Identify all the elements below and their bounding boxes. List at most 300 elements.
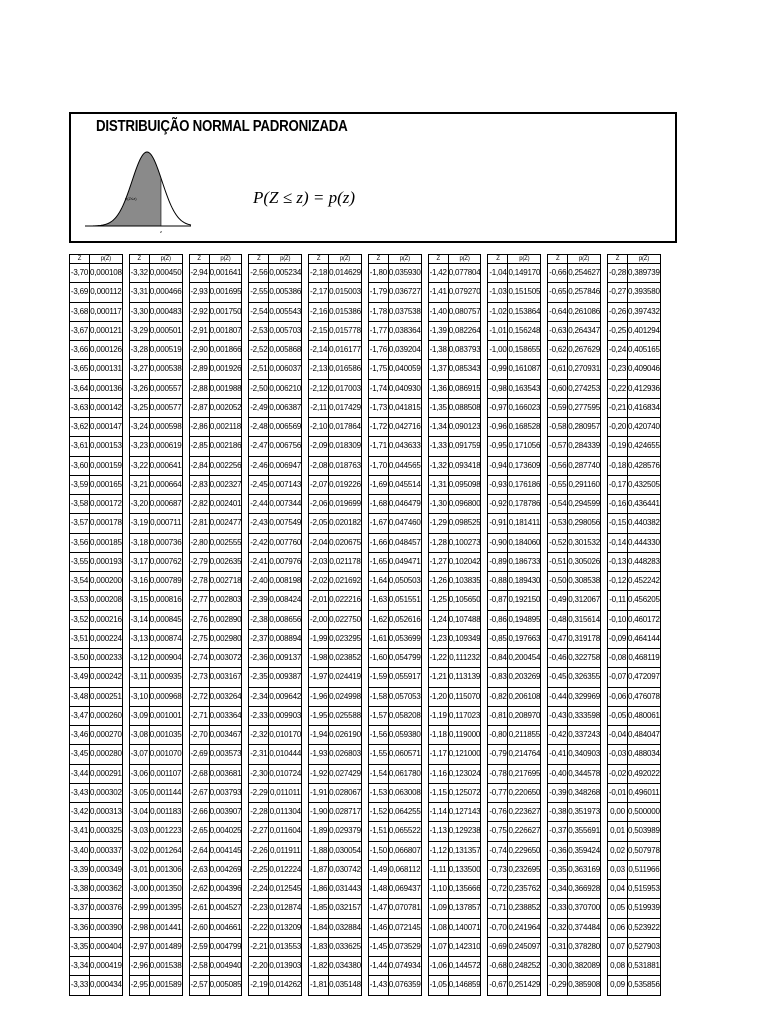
z-value-cell: -1,75 bbox=[368, 360, 388, 379]
z-value-cell: -1,78 bbox=[368, 302, 388, 321]
probability-cell: 0,000664 bbox=[149, 475, 182, 494]
probability-cell: 0,051551 bbox=[388, 591, 421, 610]
column-gap bbox=[541, 783, 548, 802]
z-value-cell: -1,61 bbox=[368, 629, 388, 648]
z-value-cell: -0,23 bbox=[608, 360, 628, 379]
z-value-cell: -2,19 bbox=[249, 976, 269, 995]
column-gap bbox=[421, 841, 428, 860]
probability-cell: 0,037538 bbox=[388, 302, 421, 321]
column-gap bbox=[242, 629, 249, 648]
column-gap bbox=[601, 668, 608, 687]
table-row bbox=[70, 533, 661, 552]
probability-cell: 0,129238 bbox=[448, 822, 481, 841]
column-gap bbox=[361, 591, 368, 610]
column-gap bbox=[122, 957, 129, 976]
z-value-cell: -0,32 bbox=[548, 918, 568, 937]
page-title: DISTRIBUIÇÃO NORMAL PADRONIZADA bbox=[96, 118, 348, 135]
table-row bbox=[70, 822, 661, 841]
column-gap bbox=[182, 533, 189, 552]
z-value-cell: -2,03 bbox=[309, 552, 329, 571]
table-row bbox=[70, 398, 661, 417]
probability-cell: 0,496011 bbox=[628, 783, 661, 802]
probability-cell: 0,484047 bbox=[628, 726, 661, 745]
probability-cell: 0,066807 bbox=[388, 841, 421, 860]
column-gap bbox=[421, 456, 428, 475]
probability-cell: 0,000172 bbox=[90, 495, 123, 514]
z-value-cell: -2,12 bbox=[309, 379, 329, 398]
column-gap bbox=[302, 899, 309, 918]
probability-cell: 0,006947 bbox=[269, 456, 302, 475]
probability-cell: 0,002118 bbox=[209, 418, 242, 437]
probability-cell: 0,168528 bbox=[508, 418, 541, 437]
column-gap bbox=[182, 937, 189, 956]
z-value-cell: -2,95 bbox=[129, 976, 149, 995]
probability-cell: 0,011304 bbox=[269, 803, 302, 822]
probability-cell: 0,016586 bbox=[329, 360, 362, 379]
table-row bbox=[70, 841, 661, 860]
column-gap bbox=[541, 379, 548, 398]
probability-cell: 0,074934 bbox=[388, 957, 421, 976]
probability-cell: 0,050503 bbox=[388, 572, 421, 591]
probability-cell: 0,010444 bbox=[269, 745, 302, 764]
column-gap bbox=[421, 668, 428, 687]
z-table bbox=[69, 254, 661, 996]
z-value-cell: -0,24 bbox=[608, 341, 628, 360]
column-gap bbox=[421, 302, 428, 321]
probability-cell: 0,000376 bbox=[90, 899, 123, 918]
column-gap bbox=[421, 437, 428, 456]
z-value-cell: -2,25 bbox=[249, 860, 269, 879]
z-value-cell: -2,72 bbox=[189, 687, 209, 706]
column-gap bbox=[361, 552, 368, 571]
column-gap bbox=[481, 398, 488, 417]
probability-cell: 0,000711 bbox=[149, 514, 182, 533]
probability-cell: 0,000687 bbox=[149, 495, 182, 514]
probability-cell: 0,006210 bbox=[269, 379, 302, 398]
probability-cell: 0,257846 bbox=[568, 283, 601, 302]
column-gap bbox=[242, 379, 249, 398]
probability-cell: 0,105650 bbox=[448, 591, 481, 610]
probability-cell: 0,017864 bbox=[329, 418, 362, 437]
probability-cell: 0,029379 bbox=[329, 822, 362, 841]
probability-cell: 0,008198 bbox=[269, 572, 302, 591]
z-value-cell: -1,89 bbox=[309, 822, 329, 841]
column-gap bbox=[242, 918, 249, 937]
z-value-cell: -0,66 bbox=[548, 264, 568, 283]
column-gap bbox=[242, 976, 249, 995]
column-gap bbox=[601, 629, 608, 648]
probability-cell: 0,000121 bbox=[90, 321, 123, 340]
z-value-cell: -3,20 bbox=[129, 495, 149, 514]
z-value-cell: -3,08 bbox=[129, 726, 149, 745]
column-gap bbox=[182, 552, 189, 571]
z-value-cell: -0,76 bbox=[488, 803, 508, 822]
column-gap bbox=[242, 783, 249, 802]
column-gap bbox=[421, 591, 428, 610]
z-value-cell: -1,77 bbox=[368, 321, 388, 340]
z-value-cell: -0,02 bbox=[608, 764, 628, 783]
z-value-cell: -1,34 bbox=[428, 418, 448, 437]
probability-cell: 0,344578 bbox=[568, 764, 601, 783]
probability-cell: 0,308538 bbox=[568, 572, 601, 591]
z-value-cell: -2,91 bbox=[189, 321, 209, 340]
probability-cell: 0,004396 bbox=[209, 880, 242, 899]
z-value-cell: -2,04 bbox=[309, 533, 329, 552]
probability-cell: 0,000789 bbox=[149, 572, 182, 591]
z-value-cell: -0,08 bbox=[608, 649, 628, 668]
z-value-cell: -1,88 bbox=[309, 841, 329, 860]
z-value-cell: -0,69 bbox=[488, 937, 508, 956]
probability-cell: 0,018763 bbox=[329, 456, 362, 475]
probability-cell: 0,014262 bbox=[269, 976, 302, 995]
probability-cell: 0,070781 bbox=[388, 899, 421, 918]
probability-cell: 0,000641 bbox=[149, 456, 182, 475]
z-value-cell: -0,56 bbox=[548, 456, 568, 475]
column-gap bbox=[481, 302, 488, 321]
z-value-cell: -0,95 bbox=[488, 437, 508, 456]
column-gap bbox=[122, 880, 129, 899]
probability-cell: 0,011011 bbox=[269, 783, 302, 802]
z-value-cell: -3,30 bbox=[129, 302, 149, 321]
probability-cell: 0,531881 bbox=[628, 957, 661, 976]
column-gap bbox=[122, 937, 129, 956]
z-value-cell: -1,33 bbox=[428, 437, 448, 456]
z-value-cell: -3,10 bbox=[129, 687, 149, 706]
z-value-cell: -3,35 bbox=[70, 937, 90, 956]
column-gap bbox=[302, 629, 309, 648]
z-value-cell: -0,54 bbox=[548, 495, 568, 514]
header-pz: p(Z) bbox=[269, 255, 302, 264]
z-value-cell: -0,31 bbox=[548, 937, 568, 956]
probability-cell: 0,119000 bbox=[448, 726, 481, 745]
probability-cell: 0,000208 bbox=[90, 591, 123, 610]
z-value-cell: -0,83 bbox=[488, 668, 508, 687]
column-gap bbox=[242, 610, 249, 629]
probability-cell: 0,000483 bbox=[149, 302, 182, 321]
column-gap bbox=[421, 255, 428, 264]
column-gap bbox=[541, 976, 548, 995]
z-value-cell: -3,59 bbox=[70, 475, 90, 494]
probability-cell: 0,000178 bbox=[90, 514, 123, 533]
probability-cell: 0,007760 bbox=[269, 533, 302, 552]
z-value-cell: -3,17 bbox=[129, 552, 149, 571]
probability-cell: 0,488034 bbox=[628, 745, 661, 764]
column-gap bbox=[481, 533, 488, 552]
column-gap bbox=[541, 360, 548, 379]
probability-cell: 0,274253 bbox=[568, 379, 601, 398]
probability-cell: 0,000126 bbox=[90, 341, 123, 360]
z-value-cell: -2,11 bbox=[309, 398, 329, 417]
table-row bbox=[70, 726, 661, 745]
probability-cell: 0,000816 bbox=[149, 591, 182, 610]
z-value-cell: -0,50 bbox=[548, 572, 568, 591]
column-gap bbox=[302, 591, 309, 610]
z-value-cell: -0,16 bbox=[608, 495, 628, 514]
probability-cell: 0,001107 bbox=[149, 764, 182, 783]
probability-cell: 0,038364 bbox=[388, 321, 421, 340]
z-value-cell: -1,83 bbox=[309, 937, 329, 956]
z-value-cell: -2,55 bbox=[249, 283, 269, 302]
z-value-cell: -1,96 bbox=[309, 687, 329, 706]
probability-cell: 0,063008 bbox=[388, 783, 421, 802]
column-gap bbox=[481, 976, 488, 995]
probability-cell: 0,055917 bbox=[388, 668, 421, 687]
probability-cell: 0,000538 bbox=[149, 360, 182, 379]
column-gap bbox=[302, 572, 309, 591]
column-gap bbox=[481, 255, 488, 264]
probability-cell: 0,003467 bbox=[209, 726, 242, 745]
z-value-cell: -2,87 bbox=[189, 398, 209, 417]
z-value-cell: -1,23 bbox=[428, 629, 448, 648]
z-value-cell: -1,90 bbox=[309, 803, 329, 822]
z-value-cell: -3,52 bbox=[70, 610, 90, 629]
z-value-cell: -3,63 bbox=[70, 398, 90, 417]
z-value-cell: -1,66 bbox=[368, 533, 388, 552]
column-gap bbox=[302, 649, 309, 668]
probability-cell: 0,229650 bbox=[508, 841, 541, 860]
column-gap bbox=[182, 456, 189, 475]
z-value-cell: -3,67 bbox=[70, 321, 90, 340]
column-gap bbox=[541, 668, 548, 687]
column-gap bbox=[421, 264, 428, 283]
probability-cell: 0,001441 bbox=[149, 918, 182, 937]
probability-cell: 0,088508 bbox=[448, 398, 481, 417]
column-gap bbox=[182, 398, 189, 417]
column-gap bbox=[421, 533, 428, 552]
column-gap bbox=[541, 610, 548, 629]
column-gap bbox=[541, 726, 548, 745]
z-value-cell: -0,19 bbox=[608, 437, 628, 456]
column-gap bbox=[541, 937, 548, 956]
probability-cell: 0,452242 bbox=[628, 572, 661, 591]
column-gap bbox=[182, 591, 189, 610]
z-value-cell: -2,24 bbox=[249, 880, 269, 899]
column-gap bbox=[361, 283, 368, 302]
probability-cell: 0,003573 bbox=[209, 745, 242, 764]
probability-cell: 0,003264 bbox=[209, 687, 242, 706]
header-z: Z bbox=[70, 255, 90, 264]
probability-cell: 0,093418 bbox=[448, 456, 481, 475]
z-value-cell: -2,94 bbox=[189, 264, 209, 283]
column-gap bbox=[541, 264, 548, 283]
z-value-cell: -2,81 bbox=[189, 514, 209, 533]
z-value-cell: -1,56 bbox=[368, 726, 388, 745]
probability-cell: 0,519939 bbox=[628, 899, 661, 918]
z-value-cell: -1,06 bbox=[428, 957, 448, 976]
column-gap bbox=[302, 957, 309, 976]
z-value-cell: -2,09 bbox=[309, 437, 329, 456]
z-value-cell: -0,80 bbox=[488, 726, 508, 745]
z-value-cell: -2,83 bbox=[189, 475, 209, 494]
column-gap bbox=[122, 918, 129, 937]
column-gap bbox=[541, 302, 548, 321]
column-gap bbox=[541, 860, 548, 879]
probability-cell: 0,001144 bbox=[149, 783, 182, 802]
probability-cell: 0,083793 bbox=[448, 341, 481, 360]
z-value-cell: -3,32 bbox=[129, 264, 149, 283]
column-gap bbox=[182, 341, 189, 360]
z-value-cell: -0,46 bbox=[548, 649, 568, 668]
column-gap bbox=[122, 764, 129, 783]
probability-cell: 0,000242 bbox=[90, 668, 123, 687]
z-value-cell: -1,69 bbox=[368, 475, 388, 494]
probability-cell: 0,007549 bbox=[269, 514, 302, 533]
column-gap bbox=[481, 783, 488, 802]
z-value-cell: -1,50 bbox=[368, 841, 388, 860]
probability-cell: 0,001001 bbox=[149, 706, 182, 725]
column-gap bbox=[122, 341, 129, 360]
z-value-cell: -0,42 bbox=[548, 726, 568, 745]
table-row bbox=[70, 341, 661, 360]
header-pz: p(Z) bbox=[448, 255, 481, 264]
z-value-cell: -0,12 bbox=[608, 572, 628, 591]
z-value-cell: -3,65 bbox=[70, 360, 90, 379]
z-value-cell: -1,86 bbox=[309, 880, 329, 899]
probability-cell: 0,030054 bbox=[329, 841, 362, 860]
probability-cell: 0,053699 bbox=[388, 629, 421, 648]
probability-cell: 0,009903 bbox=[269, 706, 302, 725]
z-value-cell: -2,16 bbox=[309, 302, 329, 321]
column-gap bbox=[481, 629, 488, 648]
probability-cell: 0,020675 bbox=[329, 533, 362, 552]
column-gap bbox=[242, 687, 249, 706]
probability-cell: 0,480061 bbox=[628, 706, 661, 725]
column-gap bbox=[421, 475, 428, 494]
z-value-cell: -2,38 bbox=[249, 610, 269, 629]
probability-cell: 0,206108 bbox=[508, 687, 541, 706]
z-value-cell: -0,51 bbox=[548, 552, 568, 571]
probability-cell: 0,000313 bbox=[90, 803, 123, 822]
column-gap bbox=[361, 668, 368, 687]
column-gap bbox=[182, 437, 189, 456]
probability-cell: 0,028717 bbox=[329, 803, 362, 822]
z-value-cell: -3,60 bbox=[70, 456, 90, 475]
probability-cell: 0,113139 bbox=[448, 668, 481, 687]
column-gap bbox=[361, 572, 368, 591]
probability-cell: 0,197663 bbox=[508, 629, 541, 648]
z-value-cell: -0,99 bbox=[488, 360, 508, 379]
probability-cell: 0,464144 bbox=[628, 629, 661, 648]
column-gap bbox=[421, 572, 428, 591]
column-gap bbox=[302, 783, 309, 802]
table-row bbox=[70, 610, 661, 629]
probability-cell: 0,049471 bbox=[388, 552, 421, 571]
column-gap bbox=[242, 880, 249, 899]
column-gap bbox=[541, 841, 548, 860]
column-gap bbox=[481, 552, 488, 571]
probability-cell: 0,008894 bbox=[269, 629, 302, 648]
column-gap bbox=[601, 283, 608, 302]
header-pz: p(Z) bbox=[508, 255, 541, 264]
z-value-cell: -1,38 bbox=[428, 341, 448, 360]
z-value-cell: -3,49 bbox=[70, 668, 90, 687]
column-gap bbox=[601, 822, 608, 841]
z-value-cell: -0,65 bbox=[548, 283, 568, 302]
z-value-cell: -2,45 bbox=[249, 475, 269, 494]
z-value-cell: -3,19 bbox=[129, 514, 149, 533]
z-value-cell: -1,82 bbox=[309, 957, 329, 976]
z-value-cell: -1,63 bbox=[368, 591, 388, 610]
column-gap bbox=[361, 957, 368, 976]
z-value-cell: -3,41 bbox=[70, 822, 90, 841]
probability-cell: 0,351973 bbox=[568, 803, 601, 822]
probability-cell: 0,006387 bbox=[269, 398, 302, 417]
z-value-cell: -2,35 bbox=[249, 668, 269, 687]
z-value-cell: -1,13 bbox=[428, 822, 448, 841]
probability-cell: 0,001866 bbox=[209, 341, 242, 360]
probability-cell: 0,511966 bbox=[628, 860, 661, 879]
probability-cell: 0,082264 bbox=[448, 321, 481, 340]
z-value-cell: -3,42 bbox=[70, 803, 90, 822]
probability-cell: 0,042716 bbox=[388, 418, 421, 437]
probability-cell: 0,412936 bbox=[628, 379, 661, 398]
probability-cell: 0,220650 bbox=[508, 783, 541, 802]
column-gap bbox=[182, 255, 189, 264]
probability-cell: 0,002555 bbox=[209, 533, 242, 552]
probability-cell: 0,001589 bbox=[149, 976, 182, 995]
column-gap bbox=[302, 841, 309, 860]
column-gap bbox=[421, 649, 428, 668]
z-value-cell: -0,74 bbox=[488, 841, 508, 860]
probability-cell: 0,009137 bbox=[269, 649, 302, 668]
probability-cell: 0,007143 bbox=[269, 475, 302, 494]
z-table-grid bbox=[69, 254, 661, 996]
z-value-cell: -3,18 bbox=[129, 533, 149, 552]
column-gap bbox=[122, 841, 129, 860]
z-value-cell: -0,45 bbox=[548, 668, 568, 687]
probability-cell: 0,000159 bbox=[90, 456, 123, 475]
column-gap bbox=[302, 918, 309, 937]
column-gap bbox=[361, 302, 368, 321]
column-gap bbox=[601, 880, 608, 899]
column-gap bbox=[302, 745, 309, 764]
probability-cell: 0,041815 bbox=[388, 398, 421, 417]
z-value-cell: -0,59 bbox=[548, 398, 568, 417]
z-value-cell: -3,55 bbox=[70, 552, 90, 571]
z-value-cell: -1,59 bbox=[368, 668, 388, 687]
column-gap bbox=[122, 668, 129, 687]
probability-cell: 0,137857 bbox=[448, 899, 481, 918]
probability-cell: 0,086915 bbox=[448, 379, 481, 398]
probability-cell: 0,003681 bbox=[209, 764, 242, 783]
probability-cell: 0,006756 bbox=[269, 437, 302, 456]
column-gap bbox=[541, 495, 548, 514]
column-gap bbox=[302, 255, 309, 264]
column-gap bbox=[182, 668, 189, 687]
z-value-cell: -3,37 bbox=[70, 899, 90, 918]
z-value-cell: -2,84 bbox=[189, 456, 209, 475]
z-value-cell: -2,76 bbox=[189, 610, 209, 629]
column-gap bbox=[182, 860, 189, 879]
probability-cell: 0,176186 bbox=[508, 475, 541, 494]
probability-cell: 0,149170 bbox=[508, 264, 541, 283]
table-row bbox=[70, 629, 661, 648]
probability-cell: 0,492022 bbox=[628, 764, 661, 783]
z-value-cell: -2,31 bbox=[249, 745, 269, 764]
z-value-cell: -0,06 bbox=[608, 687, 628, 706]
table-row bbox=[70, 321, 661, 340]
column-gap bbox=[601, 745, 608, 764]
z-value-cell: -2,14 bbox=[309, 341, 329, 360]
column-gap bbox=[302, 976, 309, 995]
z-value-cell: -0,04 bbox=[608, 726, 628, 745]
column-gap bbox=[481, 341, 488, 360]
z-value-cell: -1,68 bbox=[368, 495, 388, 514]
probability-cell: 0,146859 bbox=[448, 976, 481, 995]
column-gap bbox=[541, 475, 548, 494]
z-value-cell: -0,28 bbox=[608, 264, 628, 283]
column-gap bbox=[361, 475, 368, 494]
